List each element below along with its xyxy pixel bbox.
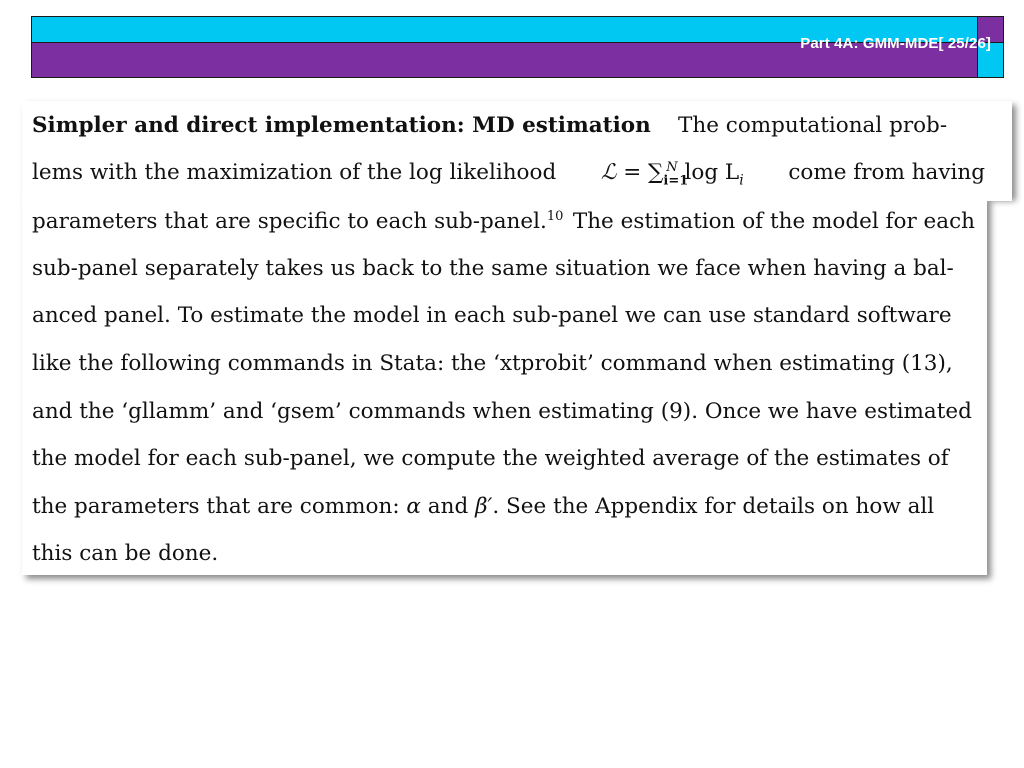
excerpt-line-2: lems with the maximization of the log likelihood ℒ = $\sum_{i=1}^N$ $\log L_i$ come from having <box>32 160 985 189</box>
line-1-text: The computational prob- <box>678 113 948 138</box>
section-heading: Simpler and direct implementation: MD estimation <box>32 113 651 138</box>
excerpt-line-1 <box>32 113 947 138</box>
excerpt-line-3: parameters that are specific to each sub-panel.$^{10}$ The estimation of the model for each <box>32 209 975 235</box>
beta-prime-symbol: β′ <box>475 494 493 519</box>
excerpt-line-10: this can be done. <box>32 541 219 566</box>
excerpt-line-8: the model for each sub-panel, we compute the weighted average of the estimates of <box>32 446 949 471</box>
excerpt-line-9: the parameters that are common: α and β′. See the Appendix for details on how all <box>32 494 935 519</box>
excerpt-line-6: like the following commands in Stata: the ‘xtprobit’ command when estimating (13), <box>32 351 953 376</box>
footnote-marker: 10 <box>546 209 564 224</box>
excerpt-line-4: sub-panel separately takes us back to the same situation we face when having a bal- <box>32 256 954 281</box>
likelihood-formula: ℒ = $\sum_{i=1}^N$ $\log L_i$ <box>600 160 744 189</box>
excerpt-line-7: and the ‘gllamm’ and ‘gsem’ commands when estimating (9). Once we have estimated <box>32 399 972 424</box>
alpha-symbol: α <box>406 494 421 519</box>
paper-excerpt <box>22 101 997 579</box>
slide-title: Part 4A: GMM-MDE[ 25/26] <box>800 35 991 52</box>
excerpt-line-5: anced panel. To estimate the model in each sub-panel we can use standard software <box>32 303 952 328</box>
